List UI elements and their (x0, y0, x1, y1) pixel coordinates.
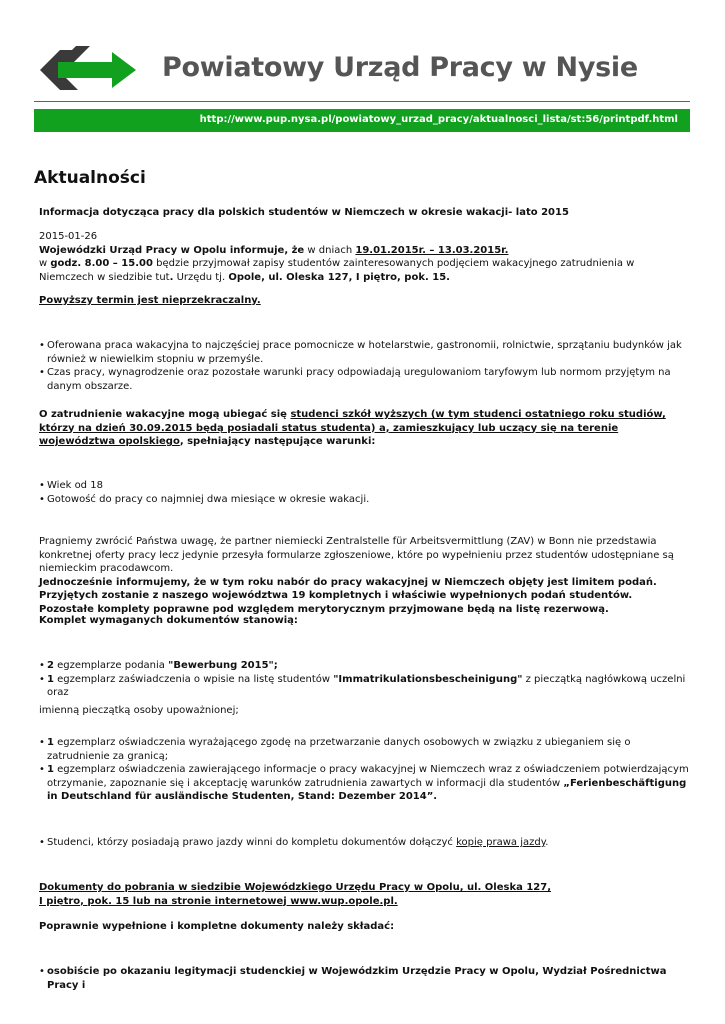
list-item: • Czas pracy, wynagrodzenie oraz pozostałe warunki pracy odpowiadają uregulowaniom taryfowym lub normom przyjętym na danym obszarze. (39, 366, 690, 393)
intro-org: Wojewódzki Urząd Pracy w Opolu informuje, że (39, 244, 305, 256)
site-title: Powiatowy Urząd Pracy w Nysie (162, 52, 638, 83)
intro-hours: godz. 8.00 – 15.00 (50, 258, 153, 269)
documents-heading: Komplet wymaganych dokumentów stanowią: (39, 615, 298, 626)
page-url-bar (34, 109, 690, 132)
page-url[interactable]: http://www.pup.nysa.pl/powiatowy_urzad_pracy/aktualnosci_lista/st:56/printpdf.html (199, 114, 678, 125)
page-heading: Aktualności (34, 168, 146, 188)
list-item: • 1 egzemplarz oświadczenia wyrażającego zgodę na przetwarzanie danych osobowych w związku z ubieganiem się o zatrudnienie za granicą; (39, 736, 690, 763)
submit-list (39, 965, 690, 992)
article-intro: 2015-01-26 Wojewódzki Urząd Pracy w Opolu informuje, że w dniach 19.01.2015r. – 13.03.2015r. w godz. 8.00 – 15.00 będzie przyjmował zapisy studentów zainteresowanych podjęciem wakacyjnego zatrudnienia w Niemczech w siedzibie tut. Urzędu tj. Opole, ul. Oleska 127, I piętro, pok. 15. (39, 231, 635, 283)
license-list (39, 836, 690, 850)
work-list (39, 339, 690, 393)
list-item: • osobiście po okazaniu legitymacji studenckiej w Wojewódzkim Urzędzie Pracy w Opolu, Wydział Pośrednictwa Pracy i (39, 965, 690, 992)
intro-address: Opole, ul. Oleska 127, I piętro, pok. 15. (228, 271, 450, 283)
article-date: 2015-01-26 (39, 231, 98, 242)
stamp-line: imienną pieczątką osoby upoważnionej; (39, 705, 239, 716)
documents-list-a (39, 659, 690, 700)
list-item: • 2 egzemplarze podania "Bewerbung 2015"; (39, 659, 690, 673)
office-logo (38, 40, 142, 96)
list-item: • Wiek od 18 (39, 479, 690, 493)
eligibility-paragraph: O zatrudnienie wakacyjne mogą ubiegać się studenci szkół wyższych (w tym studenci ostatniego roku studiów, którzy na dzień 30.09.2015 będą posiadali status studenta) a, zamieszkujący lub uczący się na terenie województwa opolskiego, spełniający następujące warunki: (39, 409, 666, 447)
header-divider (34, 101, 690, 102)
submit-heading: Poprawnie wypełnione i kompletne dokumenty należy składać: (39, 921, 395, 932)
article-title: Informacja dotycząca pracy dla polskich studentów w Niemczech w okresie wakacji- lato 2015 (39, 207, 569, 218)
zav-paragraph: Pragniemy zwrócić Państwa uwagę, że partner niemiecki Zentralstelle für Arbeitsvermittlung (ZAV) w Bonn nie przedstawia konkretnej oferty pracy lecz jedynie przesyła formularze zgłoszeniowe, które po wypełnieniu przez studentów udostępniane są niemieckim pracodawcom. Jednocześnie informujemy, że w tym roku nabór do pracy wakacyjnej w Niemczech objęty jest limitem podań. Przyjętych zostanie z naszego województwa 19 kompletnych i właściwie wypełnionych podań studentów. Pozostałe komplety poprawne pod względem merytorycznym przyjmowane będą na listę rezerwową. (39, 536, 674, 615)
documents-list-b (39, 736, 690, 804)
license-copy-link[interactable]: kopię prawa jazdy (456, 837, 546, 848)
list-item: • Studenci, którzy posiadają prawo jazdy winni do kompletu dokumentów dołączyć kopię prawa jazdy. (39, 836, 690, 850)
list-item: • Oferowana praca wakacyjna to najczęściej prace pomocnicze w hotelarstwie, gastronomii, rolnictwie, sprzątaniu budynków jak również w niewielkim stopniu w przemyśle. (39, 339, 690, 366)
intro-dates: 19.01.2015r. – 13.03.2015r. (355, 244, 509, 256)
list-item: • 1 egzemplarz oświadczenia zawierającego informacje o pracy wakacyjnej w Niemczech wraz z oświadczeniem potwierdzającym otrzymanie, zapoznanie się i akceptację warunków zatrudnienia zawartych w informacji dla studentów „Ferienbeschäftigung in Deutschland für ausländische Studenten, Stand: Dezember 2014”. (39, 763, 690, 804)
conditions-list (39, 479, 690, 506)
download-info: Dokumenty do pobrania w siedzibie Wojewódzkiego Urzędu Pracy w Opolu, ul. Oleska 127, I piętro, pok. 15 lub na stronie internetowej www.wup.opole.pl. (39, 882, 552, 907)
list-item: • Gotowość do pracy co najmniej dwa miesiące w okresie wakacji. (39, 493, 690, 507)
list-item: • 1 egzemplarz zaświadczenia o wpisie na listę studentów "Immatrikulationsbescheinigung" z pieczątką nagłówkową uczelni oraz (39, 673, 690, 700)
deadline-note: Powyższy termin jest nieprzekraczalny. (39, 295, 261, 306)
